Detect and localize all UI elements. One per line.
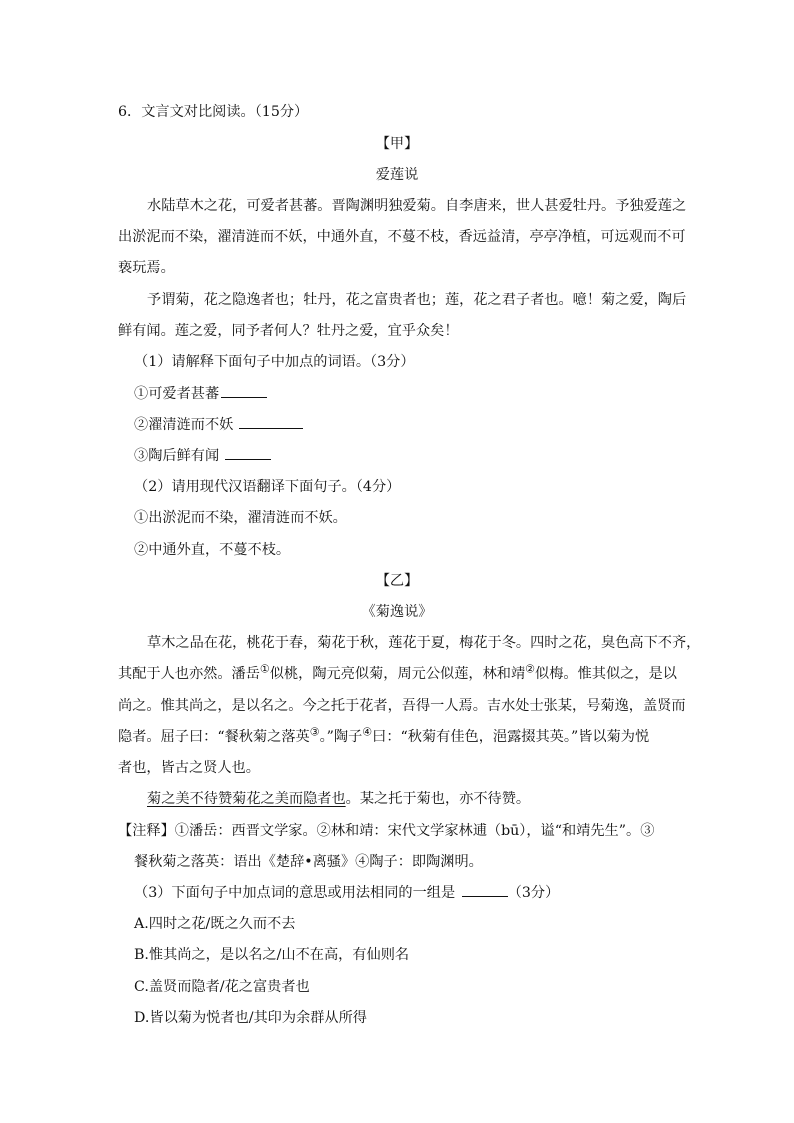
note-ref: ③ xyxy=(309,725,320,739)
passage-jia-line: 亵玩焉。 xyxy=(118,260,175,276)
q3-option-a: A.四时之花/既之久而不去 xyxy=(134,916,296,932)
note-ref: ④ xyxy=(362,725,373,739)
passage-yi-title: 《菊逸说》 xyxy=(361,604,433,620)
passage-yi-tag: 【乙】 xyxy=(375,573,419,589)
passage-jia-line: 水陆草木之花，可爱者甚蕃。晋陶渊明独爱菊。自李唐来，世人甚爱牡丹。予独爱莲之 xyxy=(147,198,687,214)
answer-blank[interactable] xyxy=(221,384,267,398)
q3-prompt-text: （3）下面句子中加点词的意思或用法相同的一组是 xyxy=(134,885,460,901)
answer-blank[interactable] xyxy=(225,446,271,460)
answer-blank[interactable] xyxy=(462,883,508,897)
passage-yi-text: 似桃，陶元亮似菊，周元公似莲，林和靖 xyxy=(269,666,526,682)
q1-item xyxy=(134,446,271,466)
passage-yi-line: 者也，皆古之贤人也。 xyxy=(118,760,260,776)
note-ref: ② xyxy=(525,662,536,676)
passage-jia-line: 予谓菊，花之隐逸者也；牡丹，花之富贵者也；莲，花之君子者也。噫！菊之爱，陶后 xyxy=(147,292,687,308)
passage-jia-tag: 【甲】 xyxy=(375,136,419,152)
passage-yi-text: 曰：“秋菊有佳色，浥露掇其英。”皆以菊为悦 xyxy=(372,729,650,745)
q2-prompt: （2）请用现代汉语翻译下面句子。（4分） xyxy=(134,479,401,495)
answer-blank[interactable] xyxy=(239,415,303,429)
q2-item: ①出淤泥而不染，濯清涟而不妖。 xyxy=(134,510,347,526)
q1-item-text: ③陶后鲜有闻 xyxy=(134,448,220,464)
passage-yi-line: 草木之品在花，桃花于春，菊花于秋，莲花于夏，梅花于冬。四时之花，臭色高下不齐， xyxy=(147,635,701,651)
passage-yi-text: 。某之托于菊也，亦不待赞。 xyxy=(345,791,531,807)
passage-yi-text: 其配于人也亦然。潘岳 xyxy=(118,666,260,682)
passage-yi-line xyxy=(118,664,677,684)
q1-item xyxy=(134,384,267,404)
q3-option-d: D.皆以菊为悦者也/其印为余群从所得 xyxy=(134,1010,367,1026)
q3-option-b: B.惟其尚之，是以名之/山不在高，有仙则名 xyxy=(134,947,410,963)
q3-option-c: C.盖贤而隐者/花之富贵者也 xyxy=(134,979,310,995)
underlined-sentence: 菊之美不待赞菊花之美而隐者也 xyxy=(147,791,346,807)
q3-prompt xyxy=(134,883,559,903)
passage-yi-text: 隐者。屈子曰：“餐秋菊之落英 xyxy=(118,729,310,745)
passage-jia-line: 鲜有闻。莲之爱，同予者何人？牡丹之爱，宜乎众矣！ xyxy=(118,323,459,339)
passage-yi-text: 似梅。惟其似之，是以 xyxy=(535,666,677,682)
q1-item-text: ①可爱者甚蕃 xyxy=(134,386,220,402)
q3-prompt-score: （3分） xyxy=(507,885,560,901)
q2-item: ②中通外直，不蔓不枝。 xyxy=(134,542,291,558)
q1-item xyxy=(134,415,303,435)
passage-yi-line: 尚之。惟其尚之，是以名之。今之托于花者，吾得一人焉。吉水处士张某，号菊逸，盖贤而 xyxy=(118,698,686,714)
question-header: 6．文言文对比阅读。（15分） xyxy=(118,104,309,120)
passage-yi-line xyxy=(118,727,649,747)
annotation-line: 【注释】①潘岳：西晋文学家。②林和靖：宋代文学家林逋（bū），谥“和靖先生”。③ xyxy=(118,823,655,839)
passage-jia-title: 爱莲说 xyxy=(375,167,419,183)
passage-yi-line xyxy=(147,789,530,809)
annotation-line: 餐秋菊之落英：语出《楚辞•离骚》④陶子：即陶渊明。 xyxy=(134,854,483,870)
q1-prompt: （1）请解释下面句子中加点的词语。（3分） xyxy=(134,354,415,370)
passage-yi-text: 。”陶子 xyxy=(319,729,363,745)
note-ref: ① xyxy=(259,662,270,676)
q1-item-text: ②濯清涟而不妖 xyxy=(134,417,234,433)
passage-jia-line: 出淤泥而不染，濯清涟而不妖，中通外直，不蔓不枝，香远益清，亭亭净植，可远观而不可 xyxy=(118,229,686,245)
